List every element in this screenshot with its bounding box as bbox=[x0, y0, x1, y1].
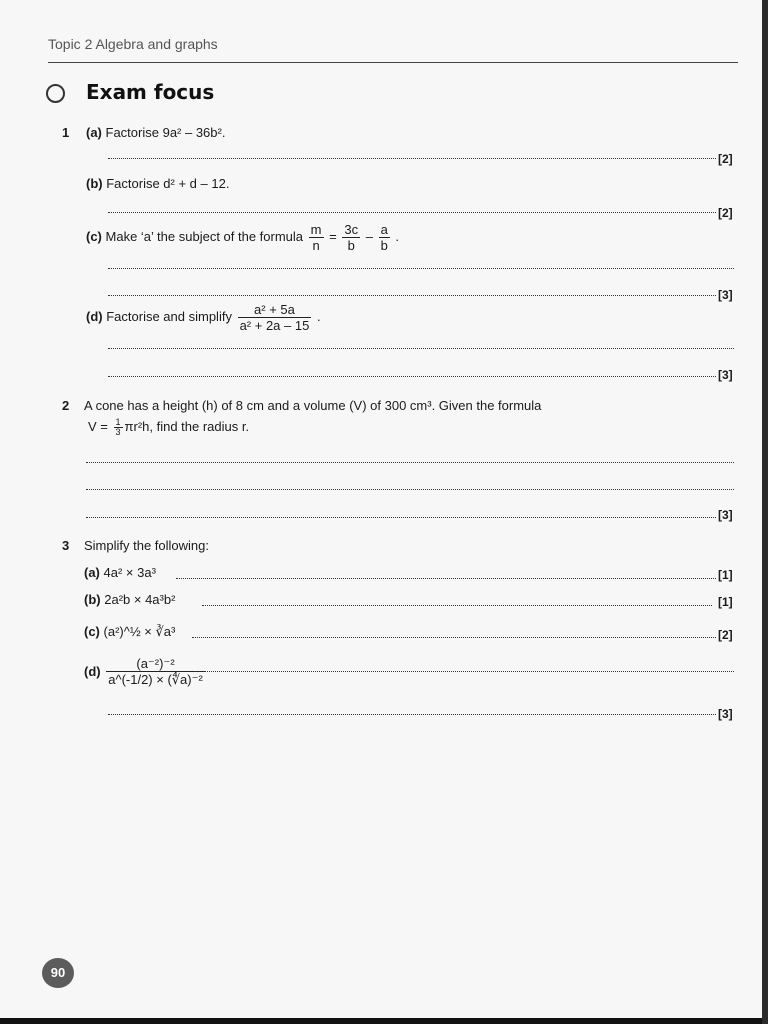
q1c-answer-line-1[interactable] bbox=[108, 268, 734, 269]
q3a-marks: [1] bbox=[718, 568, 733, 582]
q3d-answer-line-2[interactable] bbox=[108, 714, 716, 715]
q1c-text: Make ‘a’ the subject of the formula bbox=[105, 228, 304, 244]
q2-frac-num: 1 bbox=[115, 417, 121, 427]
q2-frac-den: 3 bbox=[115, 427, 121, 437]
q1c-term2-num: a bbox=[380, 222, 388, 237]
q3d-numerator: (a⁻²)⁻² bbox=[106, 656, 205, 672]
question-3-number: 3 bbox=[62, 538, 70, 553]
q3b-marks: [1] bbox=[718, 595, 733, 609]
q1c-term2-den: b bbox=[380, 238, 388, 253]
q1b-label: (b) bbox=[86, 176, 103, 191]
q3c-label: (c) bbox=[84, 624, 100, 639]
q1c-period: . bbox=[395, 228, 400, 244]
q3d-label: (d) bbox=[84, 664, 101, 679]
q3c-marks: [2] bbox=[718, 628, 733, 642]
q3b-expr: 2a²b × 4a³b² bbox=[104, 592, 176, 607]
q1c-term1-num: 3c bbox=[344, 222, 359, 237]
topic-header: Topic 2 Algebra and graphs bbox=[48, 36, 218, 52]
q3b-label: (b) bbox=[84, 592, 101, 607]
q1c-marks: [3] bbox=[718, 288, 733, 302]
q1a-prompt bbox=[86, 125, 225, 140]
q3b-prompt bbox=[84, 592, 175, 607]
q1d-marks: [3] bbox=[718, 368, 733, 382]
q1a-text: Factorise 9a² – 36b². bbox=[105, 125, 226, 140]
q3d-fraction bbox=[106, 656, 205, 687]
q1d-numerator: a² + 5a bbox=[238, 302, 312, 318]
q1a-label: (a) bbox=[86, 125, 102, 140]
q3d-prompt bbox=[84, 656, 207, 687]
q2-answer-line-2[interactable] bbox=[86, 489, 734, 490]
q1d-prompt bbox=[86, 302, 321, 333]
q1b-answer-line[interactable] bbox=[108, 212, 716, 213]
q2-third-fraction bbox=[114, 418, 123, 437]
q2-marks: [3] bbox=[718, 508, 733, 522]
q1c-answer-line-2[interactable] bbox=[108, 295, 716, 296]
section-title: Exam focus bbox=[86, 80, 215, 104]
q1c-minus: – bbox=[365, 228, 373, 244]
q1d-denominator: a² + 2a – 15 bbox=[239, 318, 310, 333]
q2-line-2 bbox=[88, 418, 249, 437]
q1b-marks: [2] bbox=[718, 206, 733, 220]
q2-answer-line-3[interactable] bbox=[86, 517, 716, 518]
q2-answer-line-1[interactable] bbox=[86, 462, 734, 463]
q3a-prompt bbox=[84, 565, 156, 580]
q3c-prompt bbox=[84, 624, 175, 640]
question-1-number: 1 bbox=[62, 125, 70, 140]
q3d-answer-line-1[interactable] bbox=[194, 671, 734, 672]
q1c-lhs-num: m bbox=[310, 222, 322, 237]
scan-right-edge bbox=[762, 0, 768, 1024]
q2-line-2-rest: πr²h, find the radius r. bbox=[124, 418, 250, 434]
q1d-text: Factorise and simplify bbox=[106, 308, 232, 324]
q1c-equals: = bbox=[329, 228, 337, 244]
q1d-label: (d) bbox=[86, 308, 103, 324]
q1d-answer-line-2[interactable] bbox=[108, 376, 716, 377]
q3b-answer-line[interactable] bbox=[202, 605, 712, 606]
page-number-badge: 90 bbox=[42, 958, 74, 988]
q1b-prompt bbox=[86, 176, 229, 191]
q1c-prompt bbox=[86, 222, 399, 253]
scan-bottom-edge bbox=[0, 1018, 768, 1024]
q1c-term1-den: b bbox=[347, 238, 355, 253]
q1d-fraction bbox=[238, 302, 312, 333]
q1c-lhs-den: n bbox=[312, 238, 320, 253]
q3a-expr: 4a² × 3a³ bbox=[103, 565, 156, 580]
q1c-label: (c) bbox=[86, 228, 102, 244]
header-rule bbox=[48, 62, 738, 63]
q1a-answer-line[interactable] bbox=[108, 158, 716, 159]
q3a-label: (a) bbox=[84, 565, 100, 580]
q3c-expr: (a²)^½ × ∛a³ bbox=[103, 624, 176, 639]
q3d-denominator: a^(-1/2) × (∜a)⁻² bbox=[108, 672, 203, 687]
q1c-lhs-fraction bbox=[309, 222, 324, 253]
q2-v-eq: V = bbox=[88, 418, 108, 434]
q1d-period: . bbox=[316, 308, 321, 324]
q3c-answer-line[interactable] bbox=[192, 637, 716, 638]
q3-intro: Simplify the following: bbox=[84, 538, 209, 553]
q1c-term2-fraction bbox=[379, 222, 390, 253]
question-2-number: 2 bbox=[62, 398, 70, 413]
q1d-answer-line-1[interactable] bbox=[108, 348, 734, 349]
circle-bullet-icon bbox=[46, 84, 65, 103]
q1a-marks: [2] bbox=[718, 152, 733, 166]
q2-line-1: A cone has a height (h) of 8 cm and a volume (V) of 300 cm³. Given the formula bbox=[84, 398, 542, 413]
q1c-term1-fraction bbox=[342, 222, 360, 253]
q1b-text: Factorise d² + d – 12. bbox=[106, 176, 230, 191]
q3d-marks: [3] bbox=[718, 707, 733, 721]
q3a-answer-line[interactable] bbox=[176, 578, 716, 579]
